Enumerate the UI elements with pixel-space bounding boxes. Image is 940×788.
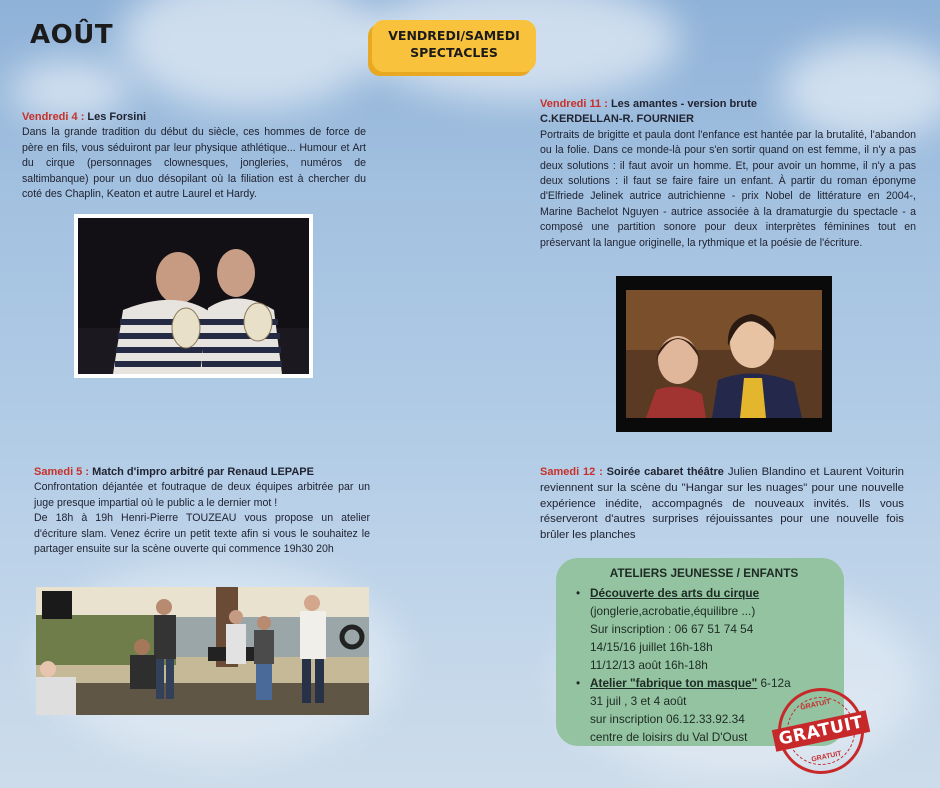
event-day: Vendredi 4 : xyxy=(22,111,85,123)
banner-line-1: VENDREDI/SAMEDI xyxy=(388,28,520,43)
performers-image xyxy=(78,218,309,374)
month-title: AOÛT xyxy=(30,20,114,50)
event-title: Soirée cabaret théâtre xyxy=(606,466,724,478)
improv-scene-image xyxy=(36,587,369,715)
event-title: Les amantes - version brute xyxy=(610,98,758,110)
stamp-bottom-text: GRATUIT xyxy=(810,750,843,764)
atelier-line: sur inscription 06.12.33.92.34 xyxy=(590,712,745,726)
event-heading xyxy=(540,466,724,478)
event-title: Les Forsini xyxy=(87,111,147,123)
event-heading xyxy=(34,465,370,480)
event-description: De 18h à 19h Henri-Pierre TOUZEAU vous propose un atelier d'écriture slam. Venez écrire un petit texte afin si vous le souhaitez le partager ensuite sur la scène ouverte qui commence 19h30 20h xyxy=(34,512,370,556)
atelier-cirque-title: Découverte des arts du cirque xyxy=(590,586,760,600)
atelier-masque-age: 6-12a xyxy=(760,676,791,690)
atelier-line: Sur inscription : 06 67 51 74 54 xyxy=(590,622,754,636)
photo-les-amantes xyxy=(616,276,832,432)
event-description: Confrontation déjantée et foutraque de deux équipes arbitrée par un juge presque impartial où le public a le dernier mot ! xyxy=(34,481,370,509)
atelier-line: (jonglerie,acrobatie,équilibre ...) xyxy=(590,604,756,618)
atelier-masque-title: Atelier "fabrique ton masque" xyxy=(590,676,758,690)
atelier-item-masque xyxy=(576,674,832,692)
stamp-top-text: GRATUIT xyxy=(799,698,832,712)
atelier-line: 14/15/16 juillet 16h-18h xyxy=(590,640,713,654)
event-description-paragraph xyxy=(540,465,904,544)
atelier-line: 31 juil , 3 et 4 août xyxy=(590,694,687,708)
cloud xyxy=(120,0,380,110)
event-description: Julien Blandino et Laurent Voiturin reviennent sur la scène du "Hangar sur les nuages" pour une nouvelle expérience inédite, accompagnés de nouveaux invités. Ils vous réserveront d'autres surprises réjouissantes pour une nouvelle fois brûler les planches xyxy=(540,466,904,542)
event-day: Samedi 12 : xyxy=(540,466,603,478)
atelier-line: centre de loisirs du Val D'Oust xyxy=(590,730,748,744)
stamp-word: GRATUIT xyxy=(772,710,870,751)
banner-line-2: SPECTACLES xyxy=(410,45,498,60)
event-description: Dans la grande tradition du début du siècle, ces hommes de force de père en fils, vous séduiront par leur physique athlétique... Humour et Art du cirque (personnages clownesques, jongleries, numéros de saltimbanque) pour un duo désopilant où la filiation est à chercher du coté des Chaplin, Keaton et autre Laurel et Hardy. xyxy=(22,126,366,201)
actresses-image xyxy=(626,290,822,418)
atelier-line: 11/12/13 août 16h-18h xyxy=(590,658,708,672)
event-subtitle: C.KERDELLAN-R. FOURNIER xyxy=(540,113,694,126)
event-day: Samedi 5 : xyxy=(34,466,90,478)
event-friday-11 xyxy=(540,97,916,251)
photo-match-impro xyxy=(36,587,369,715)
event-description: Portraits de brigitte et paula dont l'enfance est hantée par la brutalité, l'abandon ou la folie. Dans ce monde-là pour s'en sortir quand on est femme, il n'y a pas deux solutions : il faut avoir un homme. Et, pour avoir un homme, il n'y a pas deux solutions : il faut se faire faire un enfant. À partir du roman éponyme d'Elfriede Jelinek autrice autrichienne - prix Nobel de littérature en 2004-, Marine Bachelot Nguyen - autrice associée à la dramaturgie du spectacle - a composé une partition sonore pour deux interprètes féminines tout en préservant la langue originelle, la rythmique et la poésie de l'écriture. xyxy=(540,128,916,249)
event-saturday-12 xyxy=(540,465,904,544)
atelier-item-cirque xyxy=(576,584,832,602)
event-friday-4 xyxy=(22,110,366,202)
event-heading xyxy=(22,110,366,125)
event-heading xyxy=(540,97,916,112)
event-saturday-5 xyxy=(34,465,370,557)
photo-les-forsini xyxy=(74,214,313,378)
ateliers-title: ATELIERS JEUNESSE / ENFANTS xyxy=(609,566,799,580)
program-banner xyxy=(372,20,536,72)
event-title: Match d'impro arbitré par Renaud LEPAPE xyxy=(92,466,314,478)
event-day: Vendredi 11 : xyxy=(540,98,608,110)
